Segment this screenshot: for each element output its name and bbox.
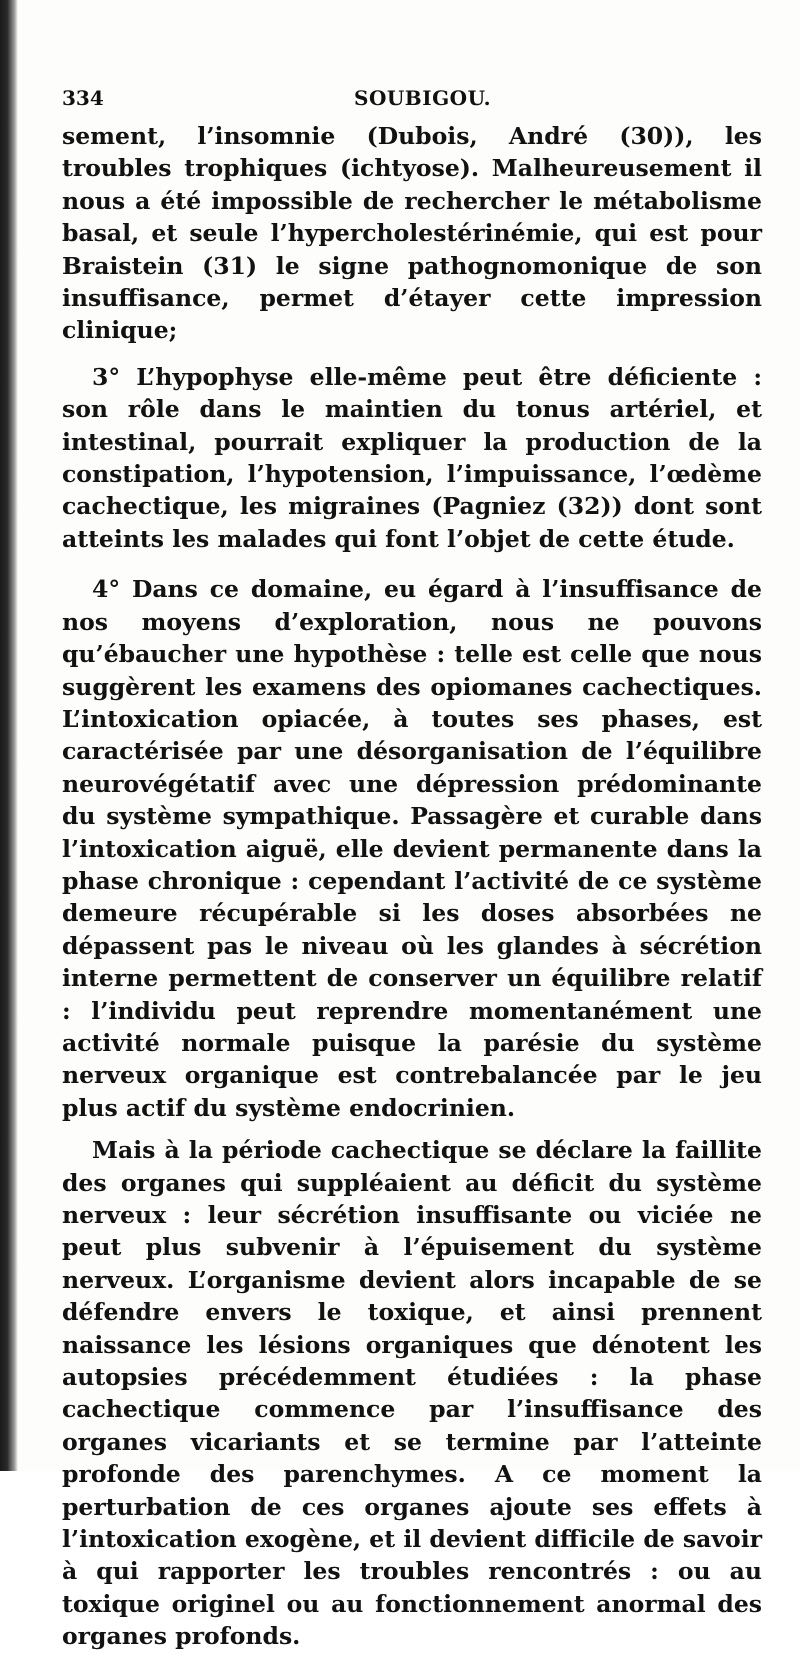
running-head: SOUBIGOU. <box>354 86 492 110</box>
page-binding-shadow <box>0 0 18 1471</box>
page-number: 334 <box>62 86 104 110</box>
paragraph-cachectic-phase: Mais à la période cachectique se déclare la faillite des organes qui suppléaient au déficit du système nerveux : leur sécrétion insuffisante ou viciée ne peut plus subvenir à l’épuisement du système nerveux. L’organisme devient alors incapable de se défendre envers le toxique, et ainsi prennent naissance les lésions organiques que dénotent les autopsies précédemment étudiées : la phase cachectique commence par l’insuffisance des organes vicariants et se termine par l’atteinte profonde des parenchymes. A ce moment la perturbation de ces organes ajoute ses effets à l’intoxication exogène, et il devient difficile de savoir à qui rapporter les troubles rencontrés : ou au toxique originel ou au fonctionnement anormal des organes profonds. <box>62 1136 762 1651</box>
paragraph-continued: sement, l’insomnie (Dubois, André (30)), les troubles trophiques (ichtyose). Malheureusement il nous a été impossible de rechercher le métabolisme basal, et seule l’hypercholestérinémie, qui est pour Braistein (31) le signe pathognomonique de son insuffisance, permet d’étayer cette impression clinique; <box>62 122 762 345</box>
body-text <box>62 120 762 1663</box>
page-header <box>62 82 762 114</box>
paragraph-hypothesis: 4° Dans ce domaine, eu égard à l’insuffisance de nos moyens d’exploration, nous ne pouvons qu’ébaucher une hypothèse : telle est celle que nous suggèrent les examens des opiomanes cachectiques. L’intoxication opiacée, à toutes ses phases, est caractérisée par une désorganisation de l’équilibre neurovégétatif avec une dépression prédominante du système sympathique. Passagère et curable dans l’intoxication aiguë, elle devient permanente dans la phase chronique : cependant l’activité de ce système demeure récupérable si les doses absorbées ne dépassent pas le niveau où les glandes à sécrétion interne permettent de conserver un équilibre relatif : l’individu peut reprendre momentanément une activité normale puisque la parésie du système nerveux organique est contrebalancée par le jeu plus actif du système endocrinien. <box>62 575 762 1122</box>
paragraph-hypophysis: 3° L’hypophyse elle-même peut être déficiente : son rôle dans le maintien du tonus artériel, et intestinal, pourrait expliquer la production de la constipation, l’hypotension, l’impuissance, l’œdème cachectique, les migraines (Pagniez (32)) dont sont atteints les malades qui font l’objet de cette étude. <box>62 362 762 553</box>
